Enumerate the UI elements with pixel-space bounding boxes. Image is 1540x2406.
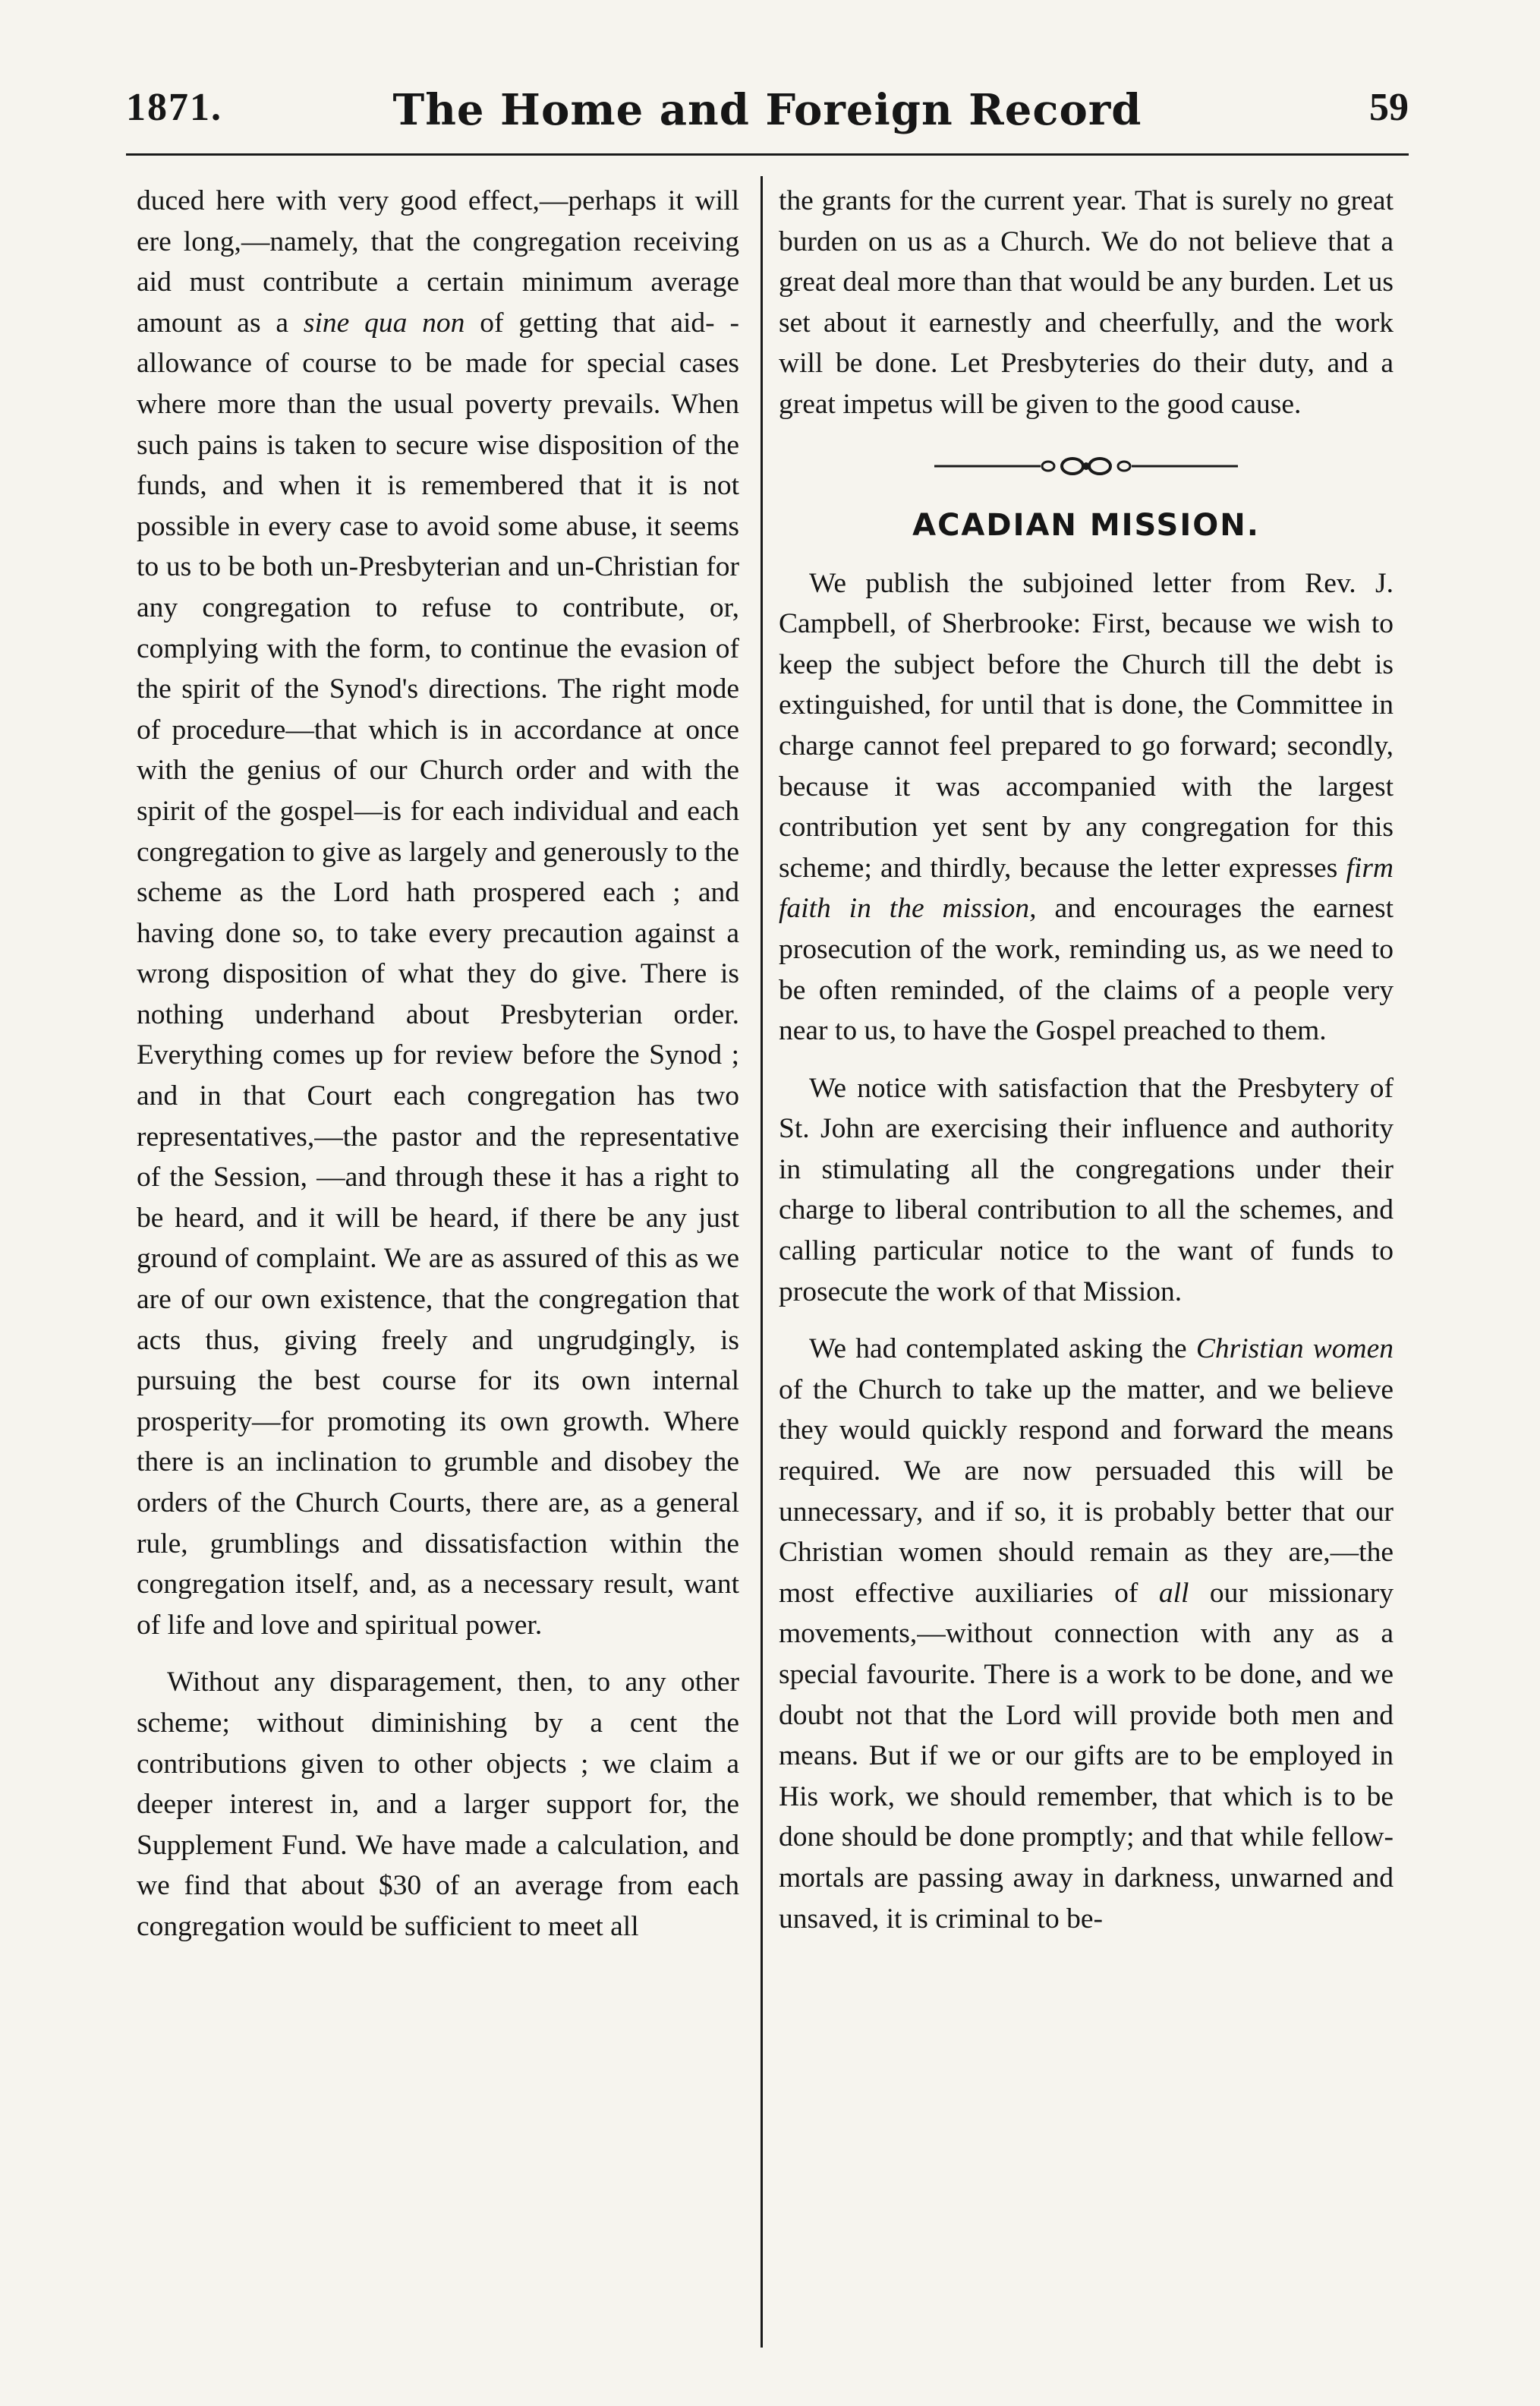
- page-number: 59: [1369, 86, 1409, 129]
- article-paragraph: We notice with satisfaction that the Presbytery of St. John are exercising their influence and authority in stimulating all the congregations under their charge to liberal contribution to all the schemes, and calling particular notice to the want of funds to prosecute the work of that Mission.: [779, 1072, 1394, 1307]
- italic-phrase: Christian women: [1195, 1333, 1394, 1365]
- decorative-divider-ornament: [927, 451, 1246, 481]
- italic-phrase: firm faith in the mission,: [779, 852, 1394, 925]
- header-year: 1871.: [126, 86, 222, 129]
- article-paragraph: duced here with very good effect,—perhaps it will ere long,—namely, that the congregation receiving aid must contribute a certain minimum average amount as a sine qua non of getting that aid- -allowance of course to be made for special cases where more than the usual poverty prevails. When such pains is taken to secure wise disposition of the funds, and when it is remembered that it is not possible in every case to avoid some abuse, it seems to us to be both un-Presbyterian and un-Christian for any congregation to refuse to contribute, or, complying with the form, to continue the evasion of the spirit of the Synod's directions. The right mode of procedure—that which is in accordance at once with the genius of our Church order and with the spirit of the gospel—is for each individual and each congregation to give as largely and generously to the scheme as the Lord hath prospered each ; and having done so, to take every precaution against a wrong disposition of what they do give. There is nothing underhand about Presbyterian order. Everything comes up for review before the Synod ; and in that Court each congregation has two representatives,—the pastor and the representative of the Session, —and through these it has a right to be heard, and it will be heard, if there be any just ground of complaint. We are as assured of this as we are of our own existence, that the congregation that acts thus, giving freely and ungrudgingly, is pursuing the best course for its own internal prosperity—for promoting its own growth. Where there is an inclination to grumble and disobey the orders of the Church Courts, there are, as a general rule, grumblings and dissatisfaction within the congregation itself, and, as a necessary result, want of life and love and spiritual power.: [137, 185, 739, 1641]
- left-column: [137, 181, 739, 1947]
- article-paragraph: We had contemplated asking the Christian women of the Church to take up the matter, and we believe they would quickly respond and forward the means required. We are now persuaded this will be unnecessary, and if so, it is probably better that our Christian women should remain as they are,—the most effective auxiliaries of all our missionary movements,—without connection with any as a special favourite. There is a work to be done, and we doubt not that the Lord will provide both men and means. But if we or our gifts are to be employed in His work, we should remember, that which is to be done should be done promptly; and that while fellow-mortals are passing away in darkness, unwarned and unsaved, it is criminal to be-: [779, 1333, 1394, 1935]
- article-paragraph: We publish the subjoined letter from Rev. J. Campbell, of Sherbrooke: First, because we wish to keep the subject before the Church till the debt is extinguished, for until that is done, the Committee in charge cannot feel prepared to go forward; secondly, because it was accompanied with the largest contribution yet sent by any congregation for this scheme; and thirdly, because the letter expresses firm faith in the mission, and encourages the earnest prosecution of the work, reminding us, as we need to be often reminded, of the claims of a people very near to us, to have the Gospel preached to them.: [779, 567, 1394, 1047]
- publication-title: The Home and Foreign Record: [392, 85, 1142, 135]
- right-column: [779, 181, 1394, 1939]
- header-rule: [126, 153, 1409, 156]
- italic-word: all: [1158, 1577, 1189, 1609]
- running-head: [126, 85, 1409, 153]
- column-divider: [761, 176, 763, 2348]
- article-paragraph: Without any disparagement, then, to any other scheme; without diminishing by a cent the contributions given to other objects ; we claim a deeper interest in, and a larger support for, the Supplement Fund. We have made a calculation, and we find that about $30 of an average from each congregation would be sufficient to meet all: [137, 1667, 739, 1942]
- section-heading: ACADIAN MISSION.: [912, 507, 1260, 543]
- article-paragraph: the grants for the current year. That is surely no great burden on us as a Church. We do not believe that a great deal more than that would be any burden. Let us set about it earnestly and cheerfully, and the work will be done. Let Presbyteries do their duty, and a great impetus will be given to the good cause.: [779, 185, 1394, 420]
- latin-phrase: sine qua non: [303, 307, 465, 339]
